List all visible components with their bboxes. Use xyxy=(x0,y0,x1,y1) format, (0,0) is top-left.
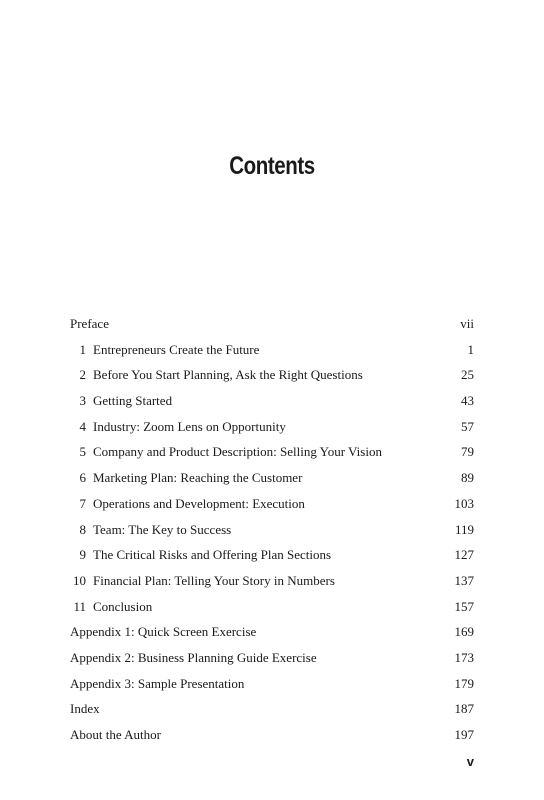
entry-title: Index xyxy=(70,701,100,717)
entry-title: Conclusion xyxy=(93,598,153,614)
toc-entry[interactable] xyxy=(70,623,474,649)
entry-page-number: 1 xyxy=(467,341,474,357)
entry-page-number: 169 xyxy=(454,624,474,640)
entry-title: Preface xyxy=(70,316,109,331)
page-title: Contents xyxy=(229,152,315,180)
toc-entry[interactable] xyxy=(70,443,474,469)
chapter-number: 2 xyxy=(79,367,86,383)
chapter-number: 8 xyxy=(79,521,86,537)
entry-title: Entrepreneurs Create the Future xyxy=(93,341,260,357)
entry-title: Before You Start Planning, Ask the Right Questions xyxy=(93,367,363,383)
entry-page-number: 89 xyxy=(461,470,474,486)
entry-page-number: 197 xyxy=(454,727,474,742)
toc-entry[interactable] xyxy=(70,366,474,392)
entry-title: Operations and Development: Execution xyxy=(93,495,305,511)
entry-title: Marketing Plan: Reaching the Customer xyxy=(93,470,303,486)
entry-page-number: 43 xyxy=(461,393,474,409)
toc-entry[interactable] xyxy=(70,392,474,418)
entry-page-number: 103 xyxy=(454,495,474,511)
toc-entry[interactable] xyxy=(70,315,474,341)
entry-page-number: 173 xyxy=(454,649,474,665)
toc-entry[interactable] xyxy=(70,649,474,675)
toc-entry[interactable] xyxy=(70,546,474,572)
entry-title: About the Author xyxy=(70,727,161,742)
entry-title: Appendix 1: Quick Screen Exercise xyxy=(70,624,257,640)
toc-entry[interactable] xyxy=(70,598,474,624)
chapter-number: 11 xyxy=(73,598,86,614)
toc-entry[interactable] xyxy=(70,418,474,444)
entry-page-number: 25 xyxy=(461,367,474,383)
toc-entry[interactable] xyxy=(70,521,474,547)
entry-title: Appendix 3: Sample Presentation xyxy=(70,675,245,691)
chapter-number: 9 xyxy=(79,547,86,563)
chapter-number: 4 xyxy=(79,418,86,434)
toc-entry[interactable] xyxy=(70,469,474,495)
toc-entry[interactable] xyxy=(70,675,474,701)
entry-title: The Critical Risks and Offering Plan Sections xyxy=(93,547,332,563)
entry-page-number: 119 xyxy=(454,521,474,537)
table-of-contents xyxy=(70,315,474,752)
chapter-number: 1 xyxy=(79,341,86,357)
entry-title: Getting Started xyxy=(93,393,173,409)
entry-title: Company and Product Description: Selling Your Vision xyxy=(93,444,382,460)
entry-page-number: 57 xyxy=(461,418,474,434)
toc-entry[interactable] xyxy=(70,726,474,752)
chapter-number: 7 xyxy=(79,495,86,511)
toc-entry[interactable] xyxy=(70,341,474,367)
entry-title: Appendix 2: Business Planning Guide Exercise xyxy=(70,649,317,665)
chapter-number: 10 xyxy=(73,572,86,588)
entry-title: Team: The Key to Success xyxy=(93,521,232,537)
entry-page-number: 187 xyxy=(454,701,474,717)
toc-entry[interactable] xyxy=(70,495,474,521)
entry-page-number: 179 xyxy=(454,675,474,691)
entry-title: Financial Plan: Telling Your Story in Numbers xyxy=(93,572,335,588)
entry-page-number: 79 xyxy=(461,444,474,460)
entry-title: Industry: Zoom Lens on Opportunity xyxy=(93,418,286,434)
entry-page-number: vii xyxy=(460,316,474,331)
entry-page-number: 137 xyxy=(454,572,474,588)
entry-page-number: 157 xyxy=(454,598,474,614)
page-number: v xyxy=(466,754,474,769)
chapter-number: 3 xyxy=(79,393,86,409)
entry-page-number: 127 xyxy=(454,547,474,563)
chapter-number: 5 xyxy=(79,444,86,460)
chapter-number: 6 xyxy=(79,470,86,486)
toc-entry[interactable] xyxy=(70,572,474,598)
toc-entry[interactable] xyxy=(70,700,474,726)
